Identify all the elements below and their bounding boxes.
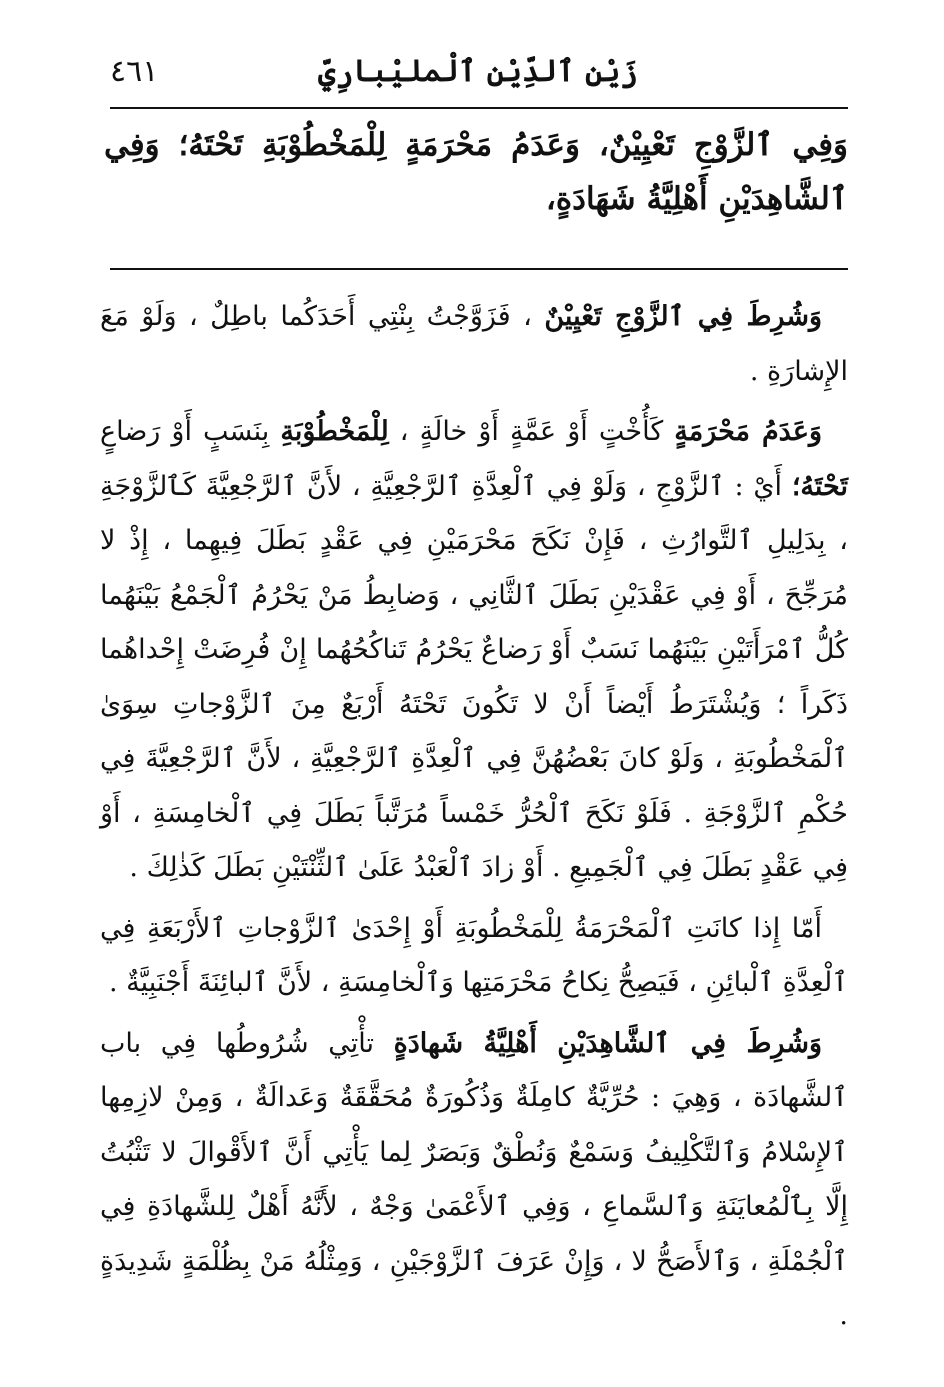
matn-quote: لِلْمَخْطُوْبَةِ <box>280 416 389 447</box>
commentary-paragraph-1 <box>100 290 848 399</box>
commentary-text: كَأُخْتٍ أَوْ عَمَّةٍ أَوْ خالَةٍ ، <box>388 416 675 447</box>
header-title: زَيْن ٱلدِّيْن ٱلْمليْبارِيِّ <box>318 54 638 89</box>
matn-text: وَفِي ٱلزَّوْجِ تَعْيِيْنٌ، وَعَدَمُ مَحْرَمَةٍ لِلْمَخْطُوْبَةِ تَحْتَهُ؛ وَفِي ٱلشَّاهِدَيْنِ أَهْلِيَّةُ شَهَادَةٍ، <box>104 127 848 217</box>
commentary-paragraph-4 <box>100 1017 848 1344</box>
running-header <box>110 48 846 104</box>
page-number: ٤٦١ <box>110 54 159 89</box>
matn-quote: وَشُرِطَ فِي ٱلزَّوْجِ تَعْيِيْنٌ <box>544 301 822 332</box>
commentary-paragraph-2 <box>100 405 848 896</box>
matn-quote: تَحْتَهُ؛ <box>791 470 848 502</box>
header-divider <box>110 107 848 109</box>
commentary-text: ، فَزَوَّجْتُ بِنْتِي أَحَدَكُما باطِلٌ ، وَلَوْ مَعَ الإِشارَةِ . <box>100 301 848 387</box>
matn-divider <box>110 268 848 270</box>
commentary-paragraph-3: أَمّا إِذا كانَتِ ٱلْمَحْرَمَةُ لِلْمَخْطُوبَةِ أَوْ إِحْدَىٰ ٱلزَّوْجاتِ ٱلأَرْبَعَةِ فِي ٱلْعِدَّةِ ٱلْبائِنِ ، فَيَصِحُّ نِكاحُ مَحْرَمَتِها وَٱلْخامِسَةِ ، لأَنَّ ٱلبائِنَةَ أَجْنَبِيَّةٌ . <box>100 912 848 998</box>
commentary <box>100 290 848 1350</box>
matn-quote: وَشُرِطَ فِي ٱلشَّاهِدَيْنِ أَهْلِيَّةُ شَهادَةٍ <box>393 1027 822 1059</box>
matn-quote: وَعَدَمُ مَحْرَمَةٍ <box>674 416 822 447</box>
commentary-text: بِنَسَبٍ أَوْ رَضاعٍ <box>100 416 281 447</box>
commentary-text: تأْتِي شُرُوطُها فِي باب ٱلشَّهادَة ، وَهِيَ : حُرِّيَّةٌ كامِلَةٌ وَذُكُورَةٌ مُحَقَّقَةٌ وَعَدالَةٌ ، وَمِنْ لازِمِها ٱلإِسْلامُ وَٱلتَّكْلِيفُ وَسَمْعٌ وَنُطْقٌ وَبَصَرٌ لِما يَأْتِي أَنَّ ٱلأَقْوالَ لا تَثْبُتُ إِلَّا بِٱلْمُعايَنَةِ وَٱلسَّماعِ ، وَفِي ٱلأَعْمَىٰ وَجْهٌ ، لأَنَّهُ أَهْلٌ لِلشَّهادَةِ فِي ٱلْجُمْلَةِ ، وَٱلأَصَحُّ لا ، وَإِنْ عَرَفَ ٱلزَّوْجَيْنِ ، وَمِثْلُهُ مَنْ بِظُلْمَةٍ شَدِيدَةٍ . <box>100 1027 848 1331</box>
commentary-text: أَيْ : ٱلزَّوْجِ ، وَلَوْ فِي ٱلْعِدَّةِ ٱلرَّجْعِيَّةِ ، لأَنَّ ٱلرَّجْعِيَّةَ كَٱلزَّوْجَةِ ، بِدَلِيلِ ٱلتَّوارُثِ ، فَإِنْ نَكَحَ مَحْرَمَيْنِ فِي عَقْدٍ بَطَلَ فِيهِما ، إِذْ لا مُرَجِّحَ ، أَوْ فِي عَقْدَيْنِ بَطَلَ ٱلثَّانِي ، وَضابِطُ مَنْ يَحْرُمُ ٱلْجَمْعُ بَيْنَهُما كُلُّ ٱمْرَأَتَيْنِ بَيْنَهُما نَسَبٌ أَوْ رَضاعٌ يَحْرُمُ تَناكُحُهُما إِنْ فُرِضَتْ إِحْداهُما ذَكَراً ؛ وَيُشْتَرَطُ أَيْضاً أَنْ لا تَكُونَ تَحْتَهُ أَرْبَعٌ مِنَ ٱلزَّوْجاتِ سِوَىٰ ٱلْمَخْطُوبَةِ ، وَلَوْ كانَ بَعْضُهُنَّ فِي ٱلْعِدَّةِ ٱلرَّجْعِيَّةِ ، لأَنَّ ٱلرَّجْعِيَّةَ فِي حُكْمِ ٱلزَّوْجَةِ . فَلَوْ نَكَحَ ٱلْحُرُّ خَمْساً مُرَتَّباً بَطَلَ فِي ٱلْخامِسَةِ ، أَوْ فِي عَقْدٍ بَطَلَ فِي ٱلْجَمِيعِ . أَوْ زادَ ٱلْعَبْدُ عَلَىٰ ٱلثِّنْتَيْنِ بَطَلَ كَذٰلِكَ . <box>100 470 848 883</box>
